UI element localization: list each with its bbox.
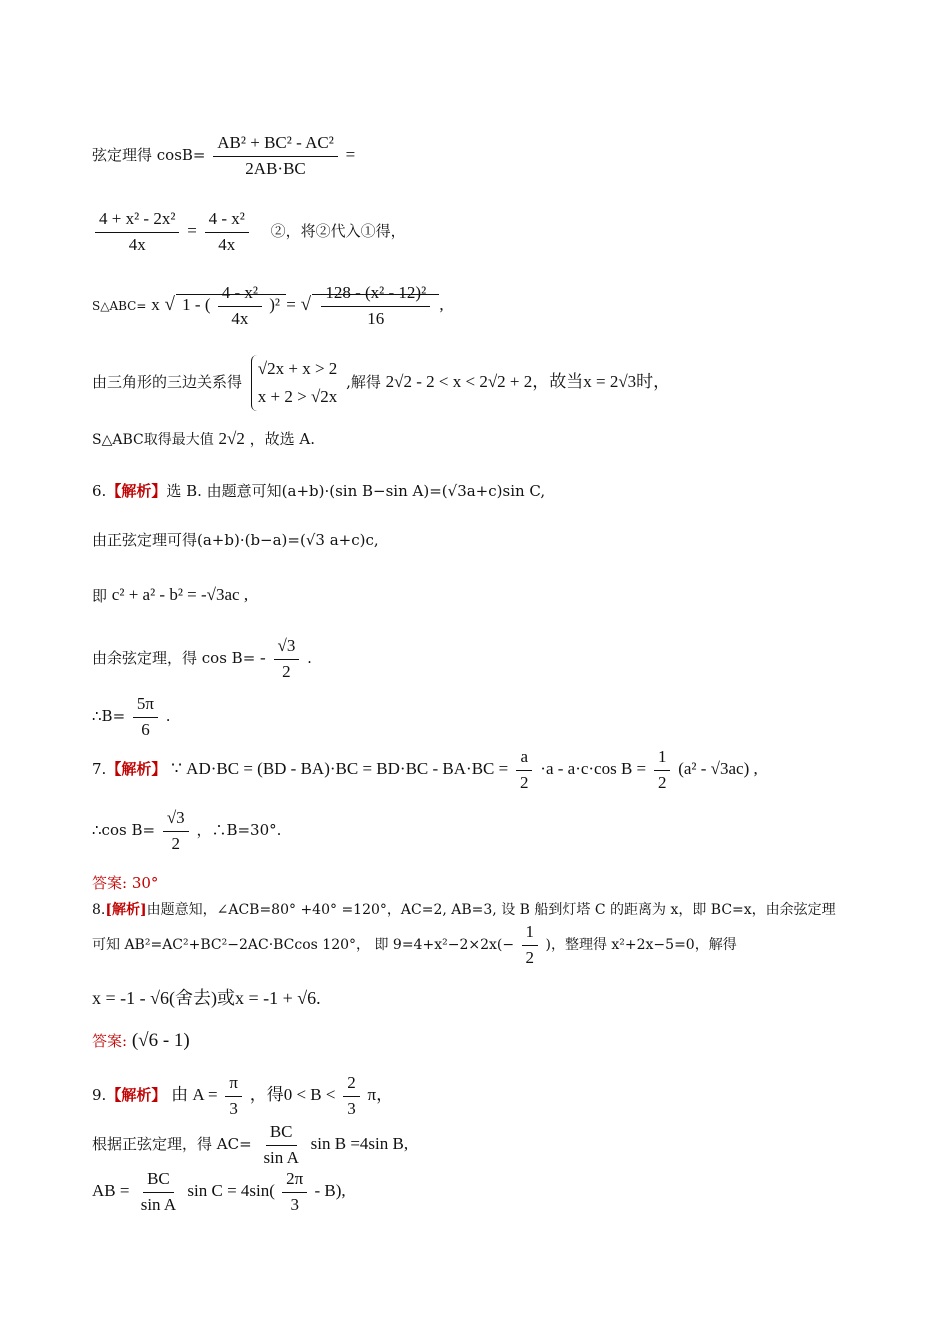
- line-17: [92, 1123, 408, 1167]
- answer-value: 30°: [131, 874, 159, 892]
- analysis-tag: 【解析】: [106, 482, 167, 500]
- text: ②，将②代入①得，: [270, 222, 406, 241]
- text: ∴cos B=: [92, 821, 156, 840]
- radicand: [312, 283, 439, 328]
- fraction: [516, 748, 533, 792]
- text: 由余弦定理，得 cos B=: [92, 649, 256, 668]
- text: AB =: [92, 1181, 130, 1201]
- text: ，故选 A.: [249, 430, 316, 448]
- radical-sign: √: [164, 294, 175, 316]
- denominator: 2: [171, 833, 180, 853]
- text: -: [260, 648, 266, 668]
- answer-value: (√6 - 1): [131, 1030, 190, 1051]
- numerator: 2: [343, 1074, 360, 1097]
- line-13: [92, 899, 836, 919]
- text: x: [151, 295, 160, 315]
- fraction: [343, 1074, 360, 1118]
- text: 可知 AB²=AC²+BC²−2AC·BCcos 120°， 即 9=4+x²−2×2x(−: [92, 937, 515, 954]
- numerator: √3: [163, 809, 189, 832]
- denominator: 16: [367, 308, 385, 328]
- text: 由 A =: [171, 1085, 218, 1105]
- fraction: [137, 1170, 180, 1214]
- item-number: 6.: [92, 482, 107, 500]
- numerator: 1: [522, 923, 539, 946]
- line-2: [92, 210, 406, 254]
- row: √2x + x > 2: [257, 359, 338, 378]
- fraction: [133, 695, 158, 739]
- item-number: 7.: [92, 760, 107, 779]
- denominator: 2: [520, 772, 529, 792]
- denominator: 4x: [128, 234, 146, 254]
- fraction: [259, 1123, 302, 1167]
- answer-label: 答案:: [92, 874, 128, 892]
- line-9: [92, 637, 312, 681]
- line-5: [92, 428, 315, 449]
- line-7: [92, 529, 379, 550]
- text: sin C = 4sin(: [187, 1181, 275, 1201]
- denominator: 4x: [218, 234, 236, 254]
- line-18: [92, 1170, 346, 1214]
- denominator: 2: [657, 772, 667, 792]
- text: 由题意知，∠ACB=80° +40° =120°，AC=2, AB=3, 设 B 船到灯塔 C 的距离为 x，即 BC=x，由余弦定理: [146, 902, 836, 918]
- inequality-system: [251, 355, 338, 411]
- denominator: 6: [141, 719, 150, 739]
- fraction: [163, 809, 189, 853]
- text: ∴B=: [92, 707, 126, 726]
- numerator: AB² + BC² - AC²: [213, 134, 338, 157]
- text: 1 - (: [182, 295, 211, 315]
- text: =: [345, 145, 356, 165]
- line-3: [92, 284, 444, 328]
- radical-sign: √: [300, 294, 312, 316]
- fraction: [218, 284, 262, 328]
- text: sin B =4sin B,: [310, 1134, 409, 1154]
- line-14: [92, 923, 737, 967]
- text: )，整理得 x²+2x−5=0，解得: [545, 937, 737, 954]
- text: S△ABC=: [92, 299, 147, 314]
- radicand: [176, 283, 286, 328]
- line-4: [92, 355, 670, 411]
- denominator: sin A: [140, 1194, 177, 1214]
- analysis-tag: 【解析】: [106, 760, 167, 779]
- fraction: [274, 637, 300, 681]
- numerator: 2π: [282, 1170, 307, 1193]
- denominator: 2: [282, 661, 291, 681]
- line-10: [92, 695, 171, 739]
- fraction: [321, 284, 430, 328]
- text: 根据正弦定理，得 AC=: [92, 1135, 252, 1154]
- line-1: [92, 134, 355, 178]
- denominator: 3: [347, 1098, 356, 1118]
- equation: x = -1 - √6(舍去)或x = -1 + √6.: [92, 988, 321, 1008]
- line-16: [92, 1074, 393, 1118]
- text: .: [307, 649, 312, 668]
- fraction: [522, 923, 539, 967]
- text: ,解得: [346, 373, 381, 391]
- numerator: 4 - x²: [205, 210, 249, 233]
- numerator: 128 - (x² - 12)²: [321, 284, 430, 307]
- text: ，∴B=30°.: [196, 821, 282, 840]
- numerator: √3: [274, 637, 300, 660]
- line-15: [92, 984, 321, 1010]
- numerator: 1: [654, 748, 671, 771]
- fraction: [282, 1170, 307, 1214]
- text: =: [187, 221, 197, 241]
- item-number: 9.: [92, 1086, 107, 1105]
- item-number: 8.: [92, 902, 106, 918]
- numerator: π: [225, 1074, 242, 1097]
- equation: c² + a² - b² = -√3ac ,: [111, 585, 249, 604]
- text: ·a - a·c·cos B =: [540, 759, 647, 779]
- numerator: 4 - x²: [218, 284, 262, 307]
- numerator: a: [516, 748, 532, 771]
- text: (a² - √3ac) ,: [678, 759, 758, 779]
- numerator: BC: [143, 1170, 174, 1193]
- fraction: [213, 134, 338, 178]
- text: 由正弦定理可得(a+b)·(b−a)=(√3 a+c)c,: [92, 531, 379, 549]
- fraction: [205, 210, 249, 254]
- text: 2√2 - 2 < x < 2√2 + 2，故当x = 2√3时，: [385, 372, 671, 391]
- denominator: 4x: [231, 308, 249, 328]
- analysis-tag: 【解析】: [106, 1086, 167, 1105]
- numerator: 4 + x² - 2x²: [95, 210, 179, 233]
- text: .: [165, 707, 171, 726]
- text: - B),: [314, 1181, 346, 1201]
- text: )²: [269, 295, 281, 315]
- text: 由三角形的三边关系得: [92, 373, 243, 391]
- numerator: BC: [266, 1123, 297, 1146]
- numerator: 5π: [133, 695, 158, 718]
- denominator: 2AB·BC: [245, 158, 306, 178]
- denominator: 3: [290, 1194, 299, 1214]
- line-12: [92, 809, 281, 853]
- answer-label: 答案:: [92, 1032, 128, 1050]
- denominator: 3: [229, 1098, 238, 1118]
- fraction: [95, 210, 179, 254]
- text: ,: [439, 295, 444, 315]
- denominator: sin A: [263, 1147, 299, 1167]
- text: 弦定理得 cosB=: [92, 146, 206, 165]
- answer-8: [92, 1030, 190, 1052]
- line-11: [92, 748, 758, 792]
- line-8: [92, 585, 248, 606]
- text: 选 B. 由题意可知(a+b)·(sin B−sin A)=(√3a+c)sin C,: [166, 482, 546, 500]
- text: ∵ AD·BC = (BD - BA)·BC = BD·BC - BA·BC =: [171, 759, 509, 779]
- row: x + 2 > √2x: [257, 387, 338, 406]
- answer-7: [92, 872, 158, 893]
- text: 即: [92, 587, 108, 605]
- text: S△ABC取得最大值: [92, 432, 214, 448]
- line-6: [92, 480, 545, 501]
- value: 2√2: [218, 429, 245, 448]
- text: =: [286, 295, 296, 315]
- fraction: [225, 1074, 242, 1118]
- text: ，得0 < B <: [249, 1085, 336, 1105]
- analysis-tag: [解析]: [105, 902, 147, 918]
- denominator: 2: [525, 947, 535, 967]
- fraction: [654, 748, 671, 792]
- text: π，: [367, 1085, 394, 1105]
